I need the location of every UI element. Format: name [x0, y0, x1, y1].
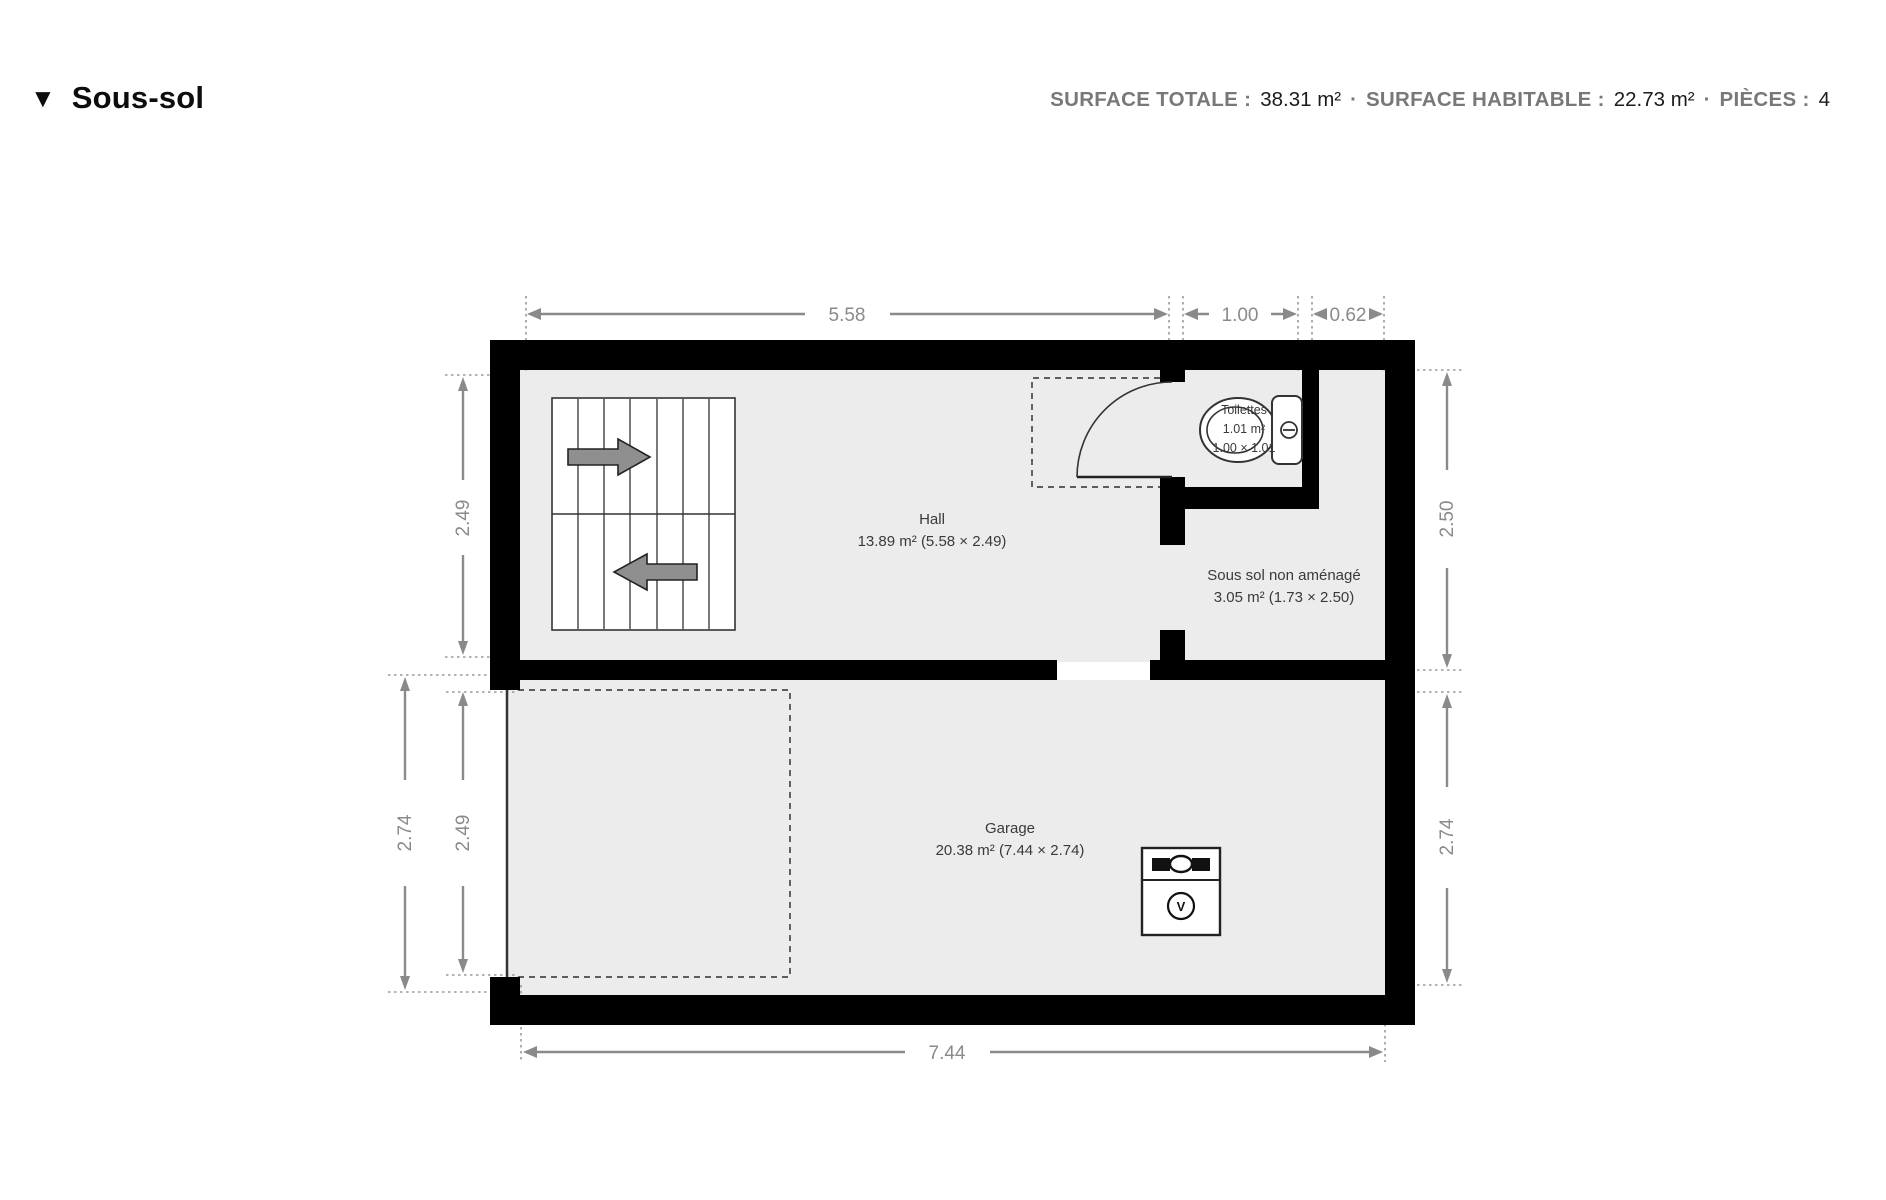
- garage-area: 20.38 m² (7.44 × 2.74): [935, 842, 1085, 859]
- arrowhead: [1442, 969, 1452, 983]
- dim-top-width-1: 5.58: [828, 305, 866, 326]
- wall-right: [1385, 340, 1415, 1025]
- arrowhead: [1154, 308, 1168, 320]
- floor-title: Sous-sol: [71, 80, 205, 115]
- arrowhead: [1184, 308, 1198, 320]
- summary-separator: ·: [1703, 88, 1711, 111]
- arrowhead: [1442, 654, 1452, 668]
- soussol-name: Sous sol non aménagé: [1207, 567, 1361, 584]
- arrowhead: [458, 641, 468, 655]
- wall-bottom: [490, 995, 1415, 1025]
- wall-hall-garage-left: [520, 660, 1057, 680]
- collapse-triangle-icon[interactable]: ▼: [30, 83, 56, 113]
- arrowhead: [1442, 372, 1452, 386]
- stairs: [552, 398, 735, 630]
- toilettes-area: 1.01 m²: [1222, 422, 1266, 436]
- arrowhead: [1442, 694, 1452, 708]
- dim-left-lower-inner: 2.49: [453, 814, 474, 852]
- surface-totale-value: 38.31 m²: [1260, 88, 1342, 111]
- wall-hall-garage-right: [1150, 660, 1385, 680]
- arrowhead: [1369, 308, 1383, 320]
- wall-toilettes-right: [1302, 370, 1319, 509]
- arrowhead: [400, 677, 410, 691]
- washer-glyph: V: [1176, 899, 1186, 914]
- arrowhead: [458, 692, 468, 706]
- arrowhead: [523, 1046, 537, 1058]
- arrowhead: [1313, 308, 1327, 320]
- surface-habitable-value: 22.73 m²: [1613, 88, 1695, 111]
- arrowhead: [458, 377, 468, 391]
- washer-control-right: [1192, 858, 1210, 871]
- wall-hall-soussol-b: [1160, 630, 1185, 662]
- washer-icon: [1142, 848, 1220, 935]
- summary-separator: ·: [1350, 88, 1357, 111]
- arrowhead: [1283, 308, 1297, 320]
- dim-left-upper: 2.49: [453, 499, 474, 537]
- pieces-value: 4: [1818, 88, 1830, 111]
- wall-left-upper: [490, 340, 520, 690]
- dim-left-lower-outer: 2.74: [395, 814, 416, 852]
- dim-bottom-width: 7.44: [928, 1043, 966, 1064]
- washer-knob: [1170, 856, 1192, 872]
- toilettes-name: Toilettes: [1221, 403, 1267, 417]
- wall-door-jamb: [1160, 370, 1185, 382]
- wall-below-toilettes: [1160, 487, 1319, 509]
- soussol-area: 3.05 m² (1.73 × 2.50): [1213, 589, 1355, 606]
- arrowhead: [1369, 1046, 1383, 1058]
- garage-floor: [507, 680, 1385, 995]
- arrowhead: [400, 976, 410, 990]
- hall-area: 13.89 m² (5.58 × 2.49): [857, 533, 1007, 550]
- hall-name: Hall: [919, 511, 945, 528]
- toilettes-dims: 1.00 × 1.01: [1212, 441, 1276, 455]
- wall-top: [490, 340, 1415, 370]
- arrowhead: [527, 308, 541, 320]
- dim-right-upper: 2.50: [1437, 500, 1458, 538]
- dim-top-width-3: 0.62: [1329, 305, 1367, 326]
- pieces-label: PIÈCES :: [1719, 88, 1810, 111]
- dim-top-width-2: 1.00: [1221, 305, 1259, 326]
- garage-name: Garage: [984, 820, 1036, 837]
- washer-control-left: [1152, 858, 1170, 871]
- dim-right-lower: 2.74: [1437, 818, 1458, 856]
- surface-habitable-label: SURFACE HABITABLE :: [1365, 88, 1605, 111]
- arrowhead: [458, 959, 468, 973]
- surface-totale-label: SURFACE TOTALE :: [1050, 88, 1252, 111]
